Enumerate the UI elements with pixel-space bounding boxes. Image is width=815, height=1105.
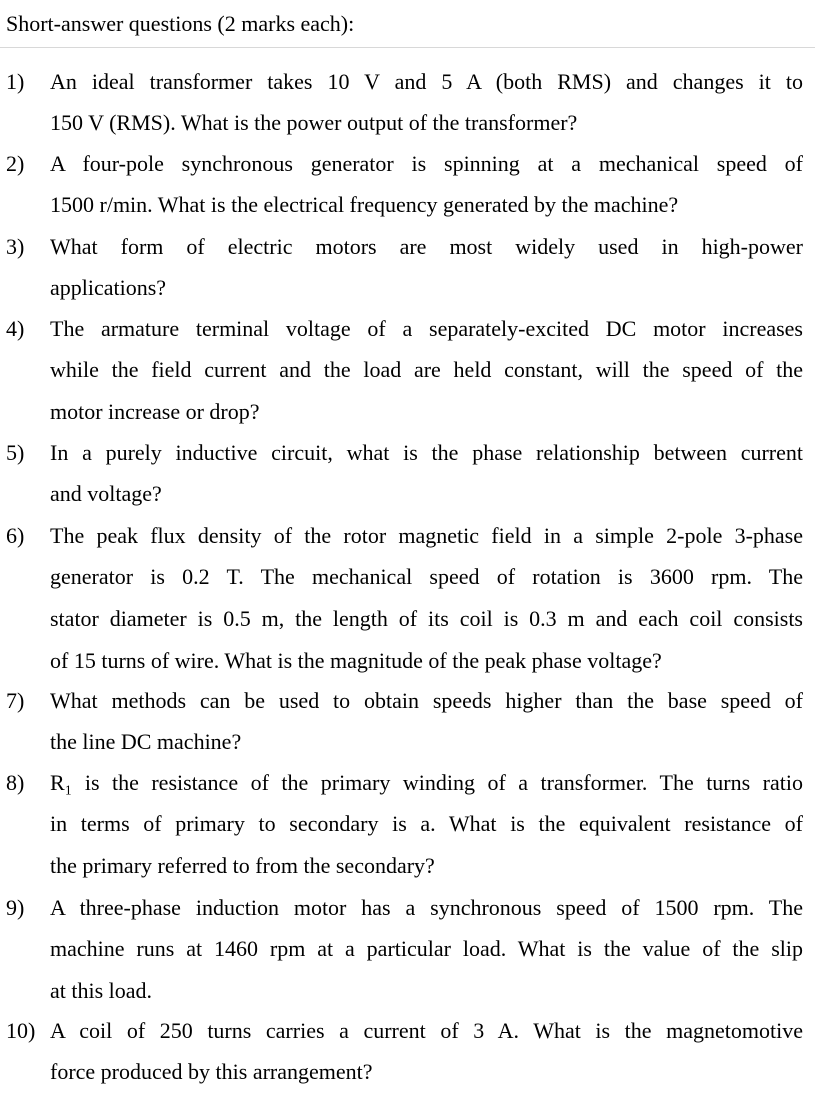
question-line: and voltage? [50,481,162,506]
question-line: while the field current and the load are held constant, will the speed of the [50,357,803,382]
question-number: 3) [6,234,25,259]
question-line: force produced by this arrangement? [50,1059,373,1084]
question-line: What methods can be used to obtain speeds higher than the base speed of [50,688,803,713]
question-line: R₁ is the resistance of the primary winding of a transformer. The turns ratio [50,770,803,795]
question-line: the line DC machine? [50,729,242,754]
question-line: 150 V (RMS). What is the power output of the transformer? [50,110,578,135]
question-line: A four-pole synchronous generator is spinning at a mechanical speed of [50,151,803,176]
question-number: 7) [6,688,25,713]
question-line: the primary referred to from the secondary? [50,853,435,878]
question-number: 8) [6,770,25,795]
question-line: An ideal transformer takes 10 V and 5 A (both RMS) and changes it to [50,69,803,94]
question-line: A three-phase induction motor has a synchronous speed of 1500 rpm. The [50,895,803,920]
section-heading: Short-answer questions (2 marks each): [6,11,355,36]
question-number: 2) [6,151,25,176]
question-line: 1500 r/min. What is the electrical frequency generated by the machine? [50,192,679,217]
question-line: machine runs at 1460 rpm at a particular load. What is the value of the slip [50,936,803,961]
question-line: of 15 turns of wire. What is the magnitude of the peak phase voltage? [50,648,662,673]
divider [0,47,815,48]
question-line: The peak flux density of the rotor magnetic field in a simple 2-pole 3-phase [50,523,803,548]
question-line: In a purely inductive circuit, what is the phase relationship between current [50,440,803,465]
question-line: at this load. [50,978,153,1003]
question-line: What form of electric motors are most widely used in high-power [50,234,803,259]
question-line: stator diameter is 0.5 m, the length of its coil is 0.3 m and each coil consists [50,606,803,631]
question-line: A coil of 250 turns carries a current of 3 A. What is the magnetomotive [50,1018,803,1043]
question-number: 9) [6,895,25,920]
question-line: applications? [50,275,167,300]
question-number: 6) [6,523,25,548]
question-line: generator is 0.2 T. The mechanical speed of rotation is 3600 rpm. The [50,564,803,589]
question-number: 4) [6,316,25,341]
question-number: 1) [6,69,25,94]
question-number: 5) [6,440,25,465]
question-number: 10) [6,1018,36,1043]
question-line: in terms of primary to secondary is a. What is the equivalent resistance of [50,811,803,836]
question-line: The armature terminal voltage of a separately-excited DC motor increases [50,316,803,341]
question-line: motor increase or drop? [50,399,260,424]
